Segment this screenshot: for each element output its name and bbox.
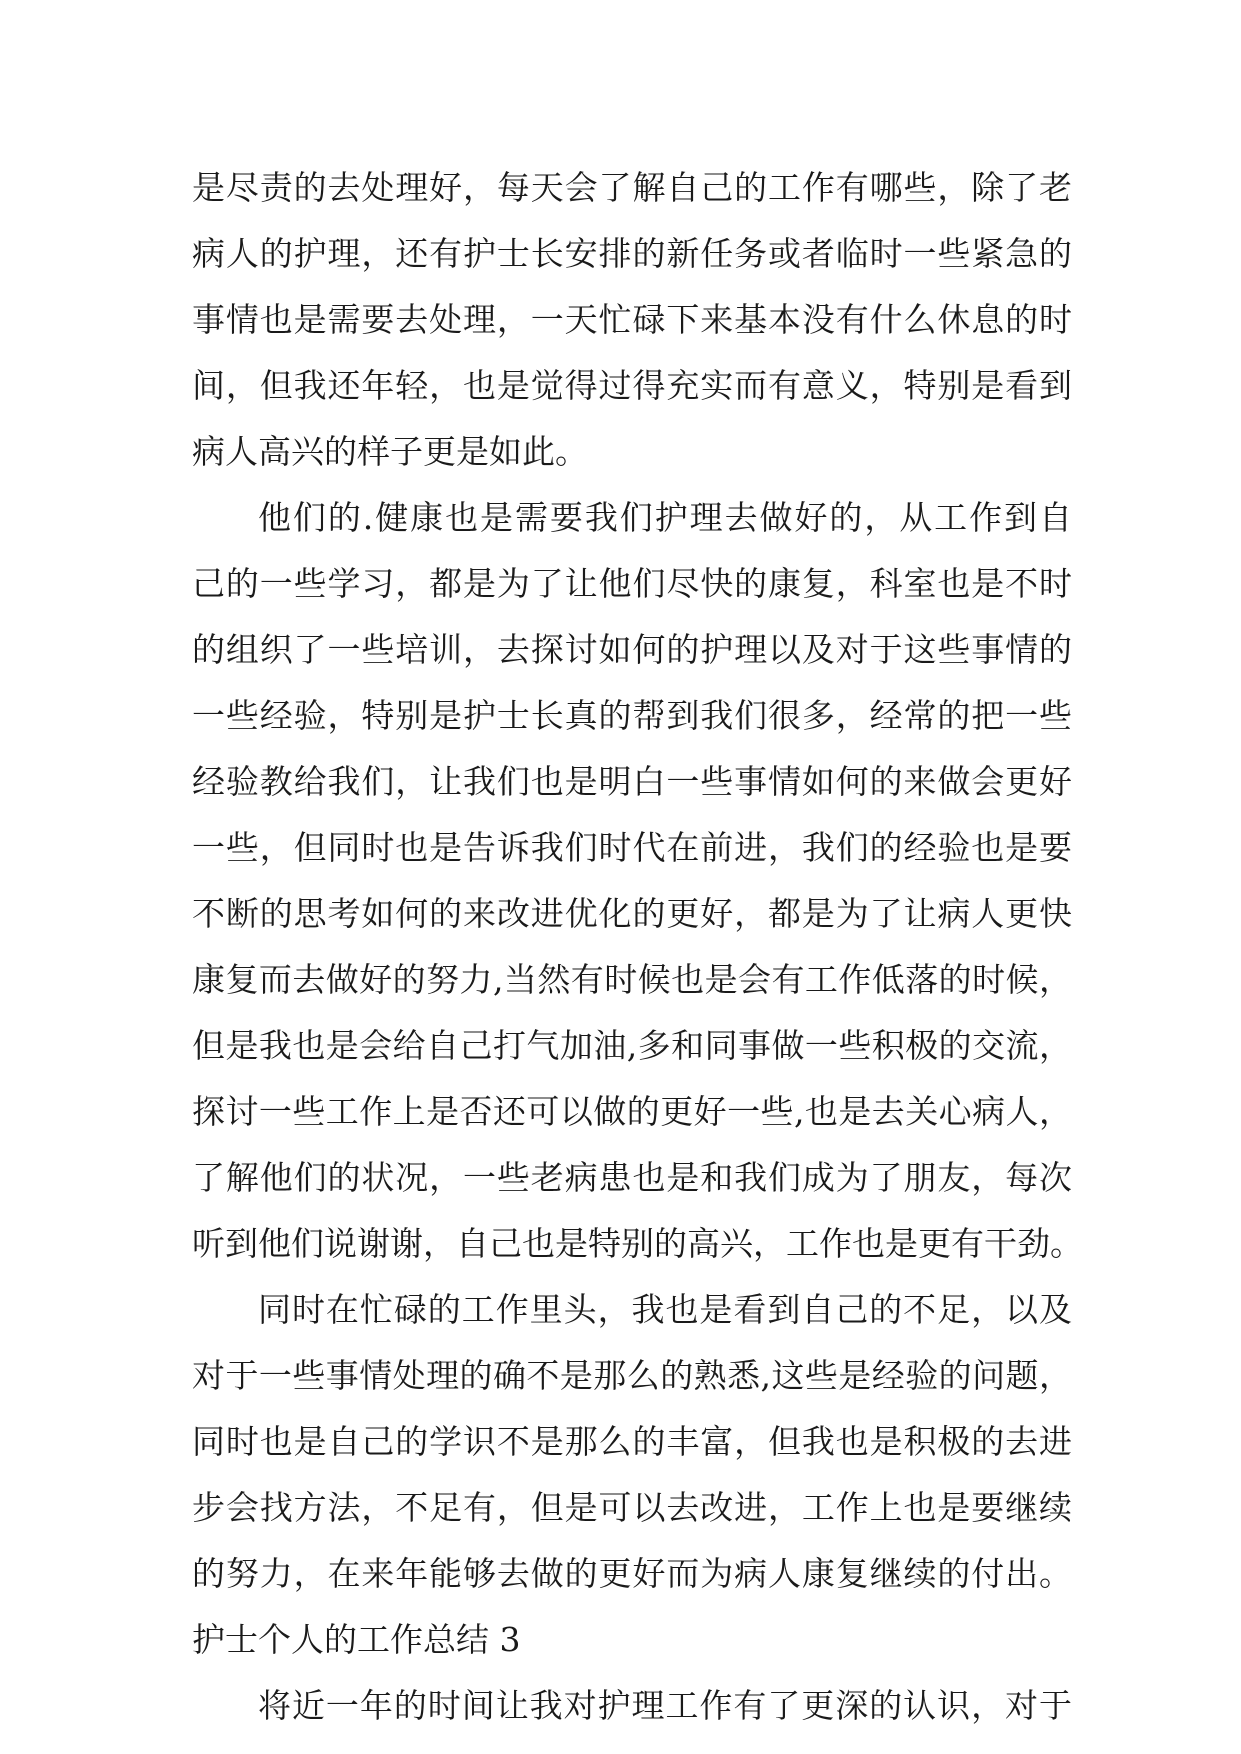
text-line: 病人的护理，还有护士长安排的新任务或者临时一些紧急的 xyxy=(192,234,1072,273)
text-line: 但是我也是会给自己打气加油,多和同事做一些积极的交流， xyxy=(192,1026,1072,1065)
text-line: 同时在忙碌的工作里头，我也是看到自己的不足，以及 xyxy=(258,1290,1072,1329)
text-line: 他们的.健康也是需要我们护理去做好的，从工作到自 xyxy=(258,498,1072,537)
text-line: 己的一些学习，都是为了让他们尽快的康复，科室也是不时 xyxy=(192,564,1072,603)
text-line: 一些经验，特别是护士长真的帮到我们很多，经常的把一些 xyxy=(192,696,1072,735)
text-line: 事情也是需要去处理，一天忙碌下来基本没有什么休息的时 xyxy=(192,300,1072,339)
text-line: 探讨一些工作上是否还可以做的更好一些,也是去关心病人， xyxy=(192,1092,1072,1131)
text-line: 间，但我还年轻，也是觉得过得充实而有意义，特别是看到 xyxy=(192,366,1072,405)
text-line: 不断的思考如何的来改进优化的更好，都是为了让病人更快 xyxy=(192,894,1072,933)
text-line: 将近一年的时间让我对护理工作有了更深的认识，对于 xyxy=(258,1686,1072,1725)
text-line: 了解他们的状况，一些老病患也是和我们成为了朋友，每次 xyxy=(192,1158,1072,1197)
text-line: 病人高兴的样子更是如此。 xyxy=(192,432,588,471)
text-line: 的组织了一些培训，去探讨如何的护理以及对于这些事情的 xyxy=(192,630,1072,669)
text-line: 一些，但同时也是告诉我们时代在前进，我们的经验也是要 xyxy=(192,828,1072,867)
text-line: 步会找方法，不足有，但是可以去改进，工作上也是要继续 xyxy=(192,1488,1072,1527)
document-body xyxy=(192,155,1083,1739)
section-heading: 护士个人的工作总结 3 xyxy=(192,1620,521,1659)
text-line: 的努力，在来年能够去做的更好而为病人康复继续的付出。 xyxy=(192,1554,1072,1593)
text-line: 康复而去做好的努力,当然有时候也是会有工作低落的时候， xyxy=(192,960,1072,999)
text-line: 经验教给我们，让我们也是明白一些事情如何的来做会更好 xyxy=(192,762,1072,801)
text-line: 是尽责的去处理好，每天会了解自己的工作有哪些，除了老 xyxy=(192,168,1072,207)
text-line: 听到他们说谢谢，自己也是特别的高兴，工作也是更有干劲。 xyxy=(192,1224,1083,1263)
text-line: 对于一些事情处理的确不是那么的熟悉,这些是经验的问题， xyxy=(192,1356,1072,1395)
text-line: 同时也是自己的学识不是那么的丰富，但我也是积极的去进 xyxy=(192,1422,1072,1461)
